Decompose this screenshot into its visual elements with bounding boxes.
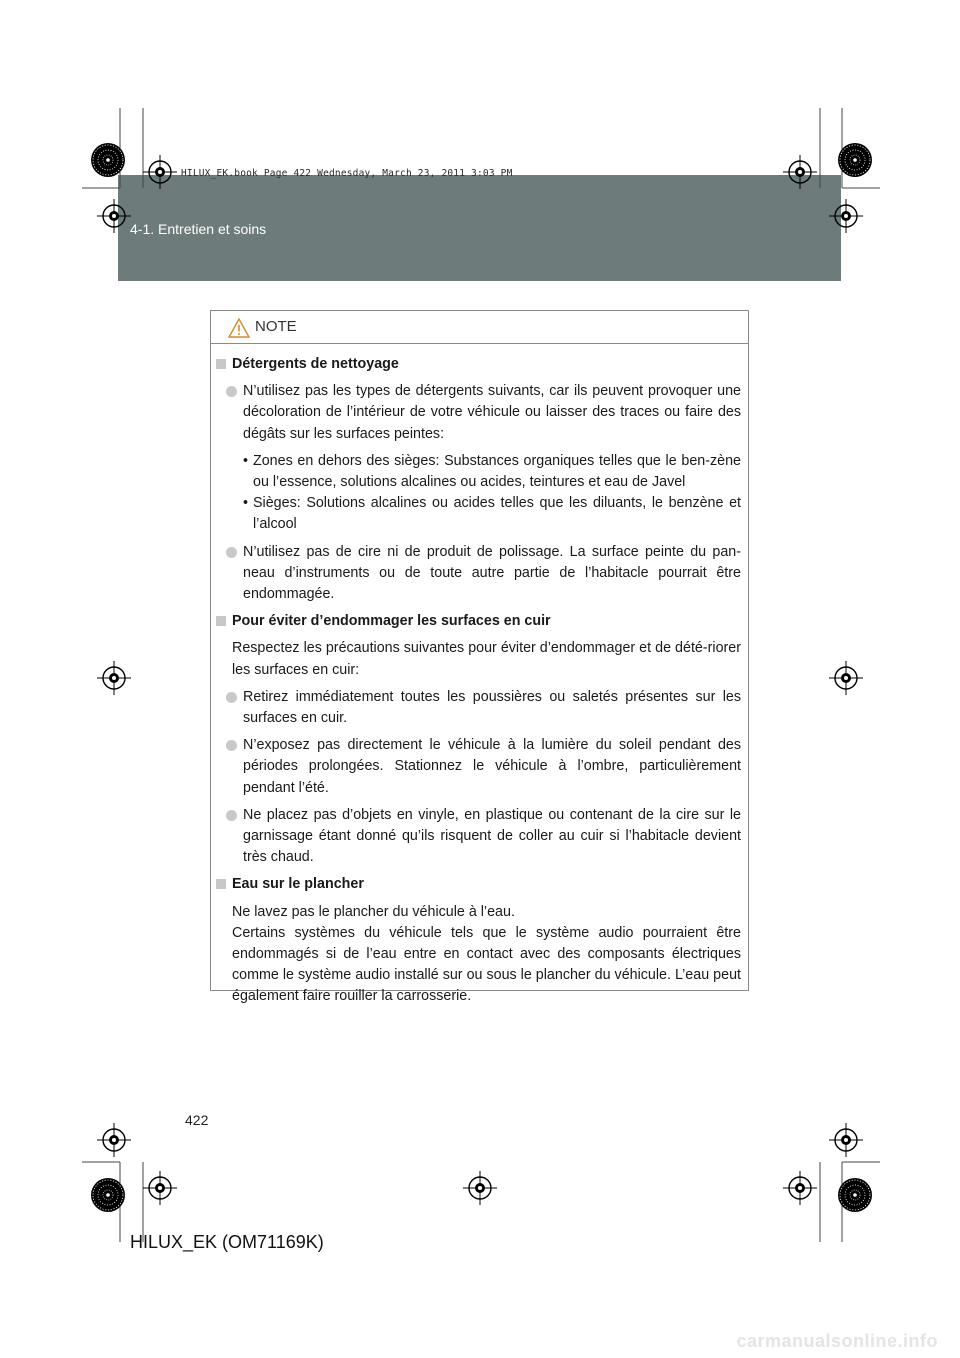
section-heading <box>216 354 741 375</box>
square-bullet-icon <box>216 879 226 889</box>
list-item-text: N’utilisez pas les types de détergents suivants, car ils peuvent provoquer une décoloration de l’intérieur de votre véhicule ou laisser des traces ou faire des dégâts sur les surfaces peintes: <box>243 383 741 442</box>
square-bullet-icon <box>216 616 226 626</box>
list-item-text: N’exposez pas directement le véhicule à la lumière du soleil pendant des périodes prolongées. Stationnez le véhicule à l’ombre, particulièrement pendant l’été. <box>243 737 741 796</box>
warning-triangle-icon <box>228 318 250 338</box>
sub-list-item-text: Sièges: Solutions alcalines ou acides telles que les diluants, le benzène et l’alcool <box>253 495 741 533</box>
list-item <box>226 735 741 799</box>
watermark: carmanualsonline.info <box>736 1331 938 1351</box>
paragraph: Certains systèmes du véhicule tels que le système audio pourraient être endommagés si de l’eau entre en contact avec des composants électriques comme le système audio installé sur ou sous le plancher du véhicule. L’eau peut également faire rouiller la carrosserie. <box>232 924 741 1005</box>
paragraph: Respectez les précautions suivantes pour éviter d’endommager et de dété-riorer les surfaces en cuir: <box>232 640 741 678</box>
sub-list-item: • Sièges: Solutions alcalines ou acides telles que les diluants, le benzène et l’alcool <box>243 493 741 535</box>
circle-bullet-icon <box>226 810 237 821</box>
list-item-text: N’utilisez pas de cire ni de produit de polissage. La surface peinte du pan-neau d’instruments ou de toute autre partie de l’habitacle pourrait être endommagée. <box>243 543 741 603</box>
paragraph: Ne lavez pas le plancher du véhicule à l’eau. <box>232 903 515 920</box>
section-title: 4-1. Entretien et soins <box>130 221 267 237</box>
note-header <box>211 311 748 344</box>
note-body <box>211 344 748 1008</box>
circle-bullet-icon <box>226 547 237 558</box>
heading-text: Détergents de nettoyage <box>232 356 399 372</box>
model-code: HILUX_EK (OM71169K) <box>130 1232 324 1252</box>
list-item <box>226 805 741 869</box>
list-item-text: Ne placez pas d’objets en vinyle, en plastique ou contenant de la cire sur le garnissage étant donné qu’ils risquent de coller au cuir si l’habitacle devient très chaud. <box>243 806 741 866</box>
circle-bullet-icon <box>226 692 237 703</box>
heading-text: Pour éviter d’endommager les surfaces en cuir <box>232 613 551 630</box>
print-stamp: HILUX_EK.book Page 422 Wednesday, March 23, 2011 3:03 PM <box>181 168 513 179</box>
section-heading <box>216 874 741 895</box>
note-box <box>210 310 749 1005</box>
sub-list-item-text: Zones en dehors des sièges: Substances organiques telles que le ben-zène ou l’essence, solutions alcalines ou acides, teintures et eau de Javel <box>253 452 741 491</box>
page-number: 422 <box>185 1112 209 1128</box>
heading-text: Eau sur le plancher <box>232 876 364 893</box>
circle-bullet-icon <box>226 386 237 397</box>
sub-list-item: • Zones en dehors des sièges: Substances organiques telles que le ben-zène ou l’essence, solutions alcalines ou acides, teintures et eau de Javel <box>243 451 741 493</box>
note-label: NOTE <box>255 318 297 335</box>
list-item <box>226 542 741 606</box>
list-item <box>226 381 741 445</box>
square-bullet-icon <box>216 359 226 369</box>
list-item <box>226 687 741 729</box>
section-heading <box>216 611 741 632</box>
list-item-text: Retirez immédiatement toutes les poussières ou saletés présentes sur les surfaces en cuir. <box>243 688 741 727</box>
circle-bullet-icon <box>226 740 237 751</box>
sub-list <box>216 451 741 536</box>
